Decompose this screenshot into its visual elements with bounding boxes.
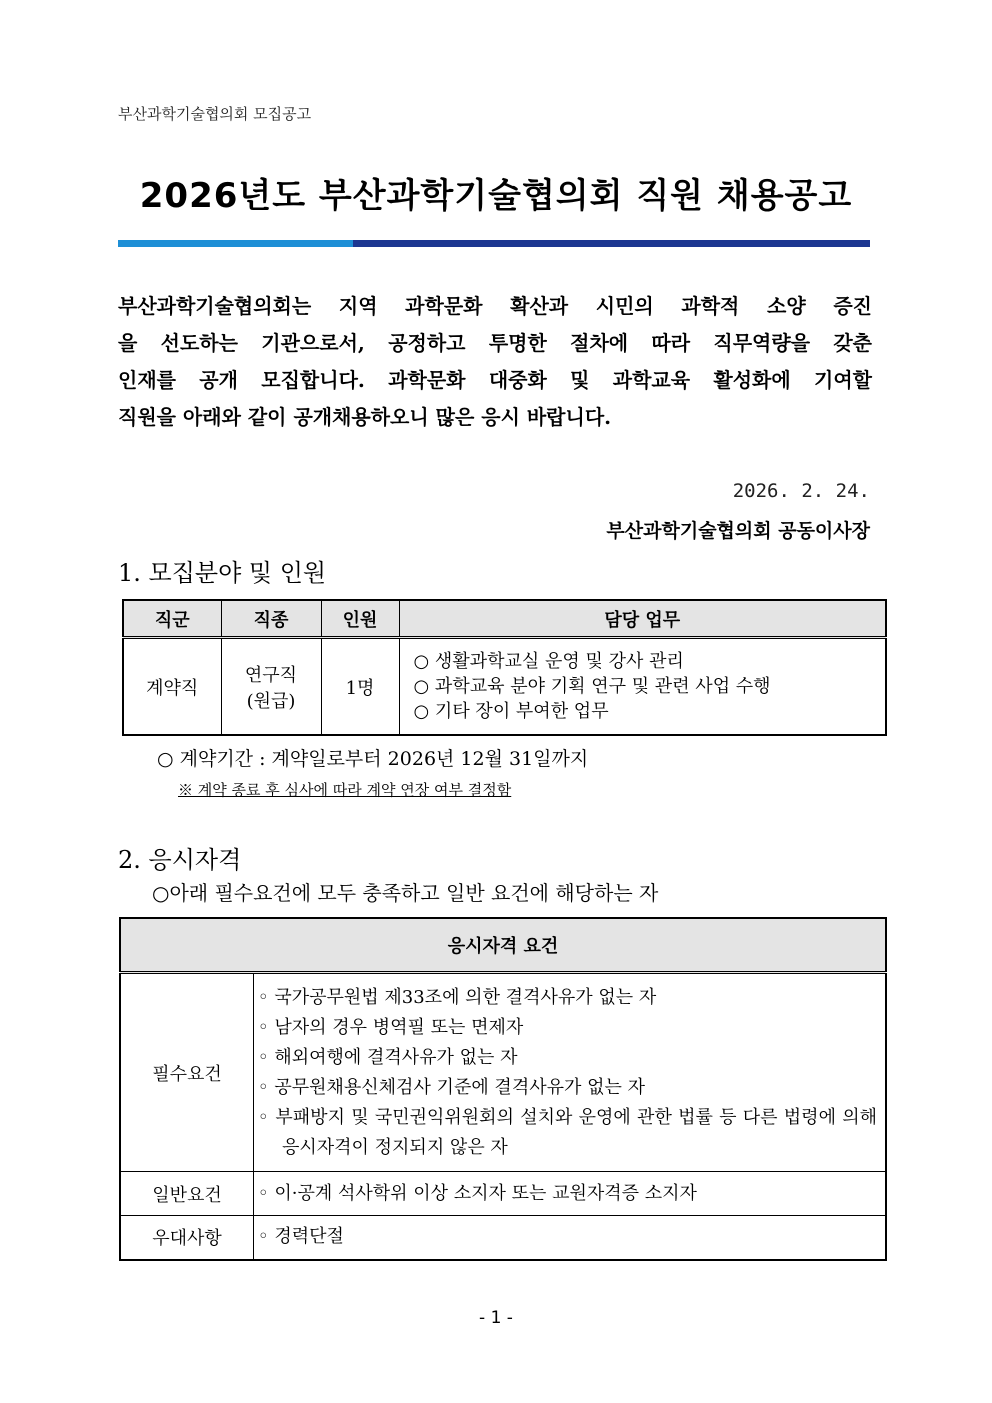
job-type-grade: (원급): [246, 690, 296, 712]
list-item: ◦ 국가공무원법 제33조에 의한 결격사유가 없는 자: [258, 986, 657, 1008]
required-label: 필수요건: [120, 973, 254, 1172]
duties-cell: [399, 638, 886, 736]
general-item: ◦ 이·공계 석사학위 이상 소지자 또는 교원자격증 소지자: [254, 1172, 887, 1216]
column-header-type: 직종: [221, 600, 321, 638]
preferred-item: ◦ 경력단절: [254, 1216, 887, 1260]
table-row: [120, 1172, 886, 1216]
list-item: ◦ 부패방지 및 국민권익위원회의 설치와 운영에 관한 법률 등 다른 법령에 의해 응시자격이 정지되지 않은 자: [258, 1106, 877, 1158]
table-row: [120, 1216, 886, 1260]
title-bar-light-segment: [118, 240, 353, 247]
section-2-heading: 2. 응시자격: [118, 846, 242, 874]
eligibility-table: [119, 917, 887, 1261]
recruitment-table: [122, 599, 887, 736]
title-bar-dark-segment: [353, 240, 870, 247]
intro-paragraph: [118, 288, 872, 436]
list-item: ◦ 공무원채용신체검사 기준에 결격사유가 없는 자: [258, 1076, 645, 1098]
list-item: ◦ 남자의 경우 병역필 또는 면제자: [258, 1016, 524, 1038]
table-row: [120, 973, 886, 1172]
column-header-group: 직군: [123, 600, 221, 638]
header-label: 부산과학기술협의회 모집공고: [118, 105, 312, 123]
intro-line: 인재를 공개 모집합니다. 과학문화 대중화 및 과학교육 활성화에 기여할: [118, 368, 872, 392]
title-underline-bar: [118, 240, 870, 247]
duty-item: ○ 생활과학교실 운영 및 강사 관리: [413, 651, 684, 672]
head-count-cell: 1명: [321, 638, 399, 736]
general-label: 일반요건: [120, 1172, 254, 1216]
duty-item: ○ 기타 장이 부여한 업무: [413, 701, 609, 722]
signer: 부산과학기술협의회 공동이사장: [606, 520, 870, 542]
intro-line: 직원을 아래와 같이 공개채용하오니 많은 응시 바랍니다.: [118, 405, 612, 429]
table-row: [123, 638, 886, 736]
document-title: 2026년도 부산과학기술협의회 직원 채용공고: [139, 176, 853, 216]
required-items: [254, 973, 887, 1172]
contract-period-note: ○ 계약기간 : 계약일로부터 2026년 12월 31일까지: [157, 748, 589, 770]
intro-line: 부산과학기술협의회는 지역 과학문화 확산과 시민의 과학적 소양 증진: [118, 294, 872, 318]
page-number: - 1 -: [479, 1308, 513, 1328]
preferred-label: 우대사항: [120, 1216, 254, 1260]
column-header-count: 인원: [321, 600, 399, 638]
eligibility-subtitle: ○아래 필수요건에 모두 충족하고 일반 요건에 해당하는 자: [152, 881, 659, 905]
job-type-line: 연구직: [244, 664, 298, 686]
section-1-heading: 1. 모집분야 및 인원: [118, 559, 327, 587]
intro-line: 을 선도하는 기관으로서, 공정하고 투명한 절차에 따라 직무역량을 갖춘: [118, 331, 872, 355]
contract-extension-note: ※ 계약 종료 후 심사에 따라 계약 연장 여부 결정함: [178, 781, 512, 799]
job-type-cell: [221, 638, 321, 736]
duty-item: ○ 과학교육 분야 기획 연구 및 관련 사업 수행: [413, 676, 771, 697]
eligibility-table-header: 응시자격 요건: [120, 918, 886, 973]
column-header-duties: 담당 업무: [399, 600, 886, 638]
announcement-date: 2026. 2. 24.: [732, 480, 870, 502]
list-item: ◦ 해외여행에 결격사유가 없는 자: [258, 1046, 518, 1068]
job-group-cell: 계약직: [123, 638, 221, 736]
